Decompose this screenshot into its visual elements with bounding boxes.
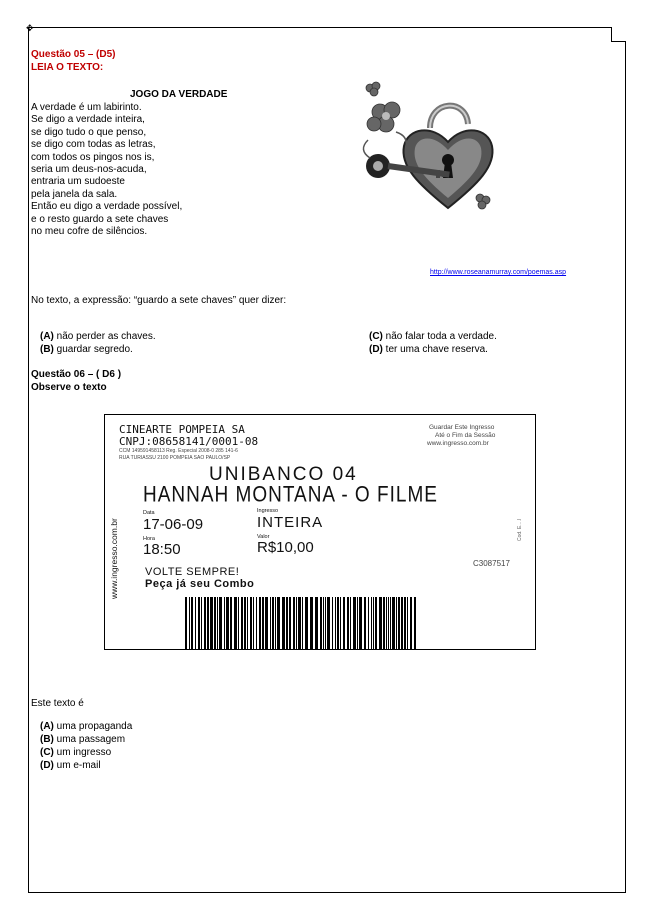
option-letter: (A) — [40, 721, 54, 732]
cinema-ticket — [104, 414, 536, 650]
ticket-time: 18:50 — [143, 541, 181, 558]
barcode-bar — [398, 597, 400, 649]
barcode-bar — [323, 597, 324, 649]
barcode-bar — [325, 597, 326, 649]
q6-instruction: Observe o texto — [31, 382, 107, 393]
q5-option-d[interactable] — [369, 344, 488, 356]
barcode-bar — [410, 597, 412, 649]
barcode-bar — [195, 597, 196, 649]
barcode-bar — [275, 597, 276, 649]
barcode-bar — [277, 597, 280, 649]
barcode-bar — [256, 597, 257, 649]
barcode-bar — [298, 597, 301, 649]
source-link[interactable]: http://www.roseanamurray.com/poemas.asp — [430, 269, 567, 276]
poem-line: e o resto guardo a sete chaves — [31, 213, 169, 225]
barcode-bar — [350, 597, 351, 649]
poem-line: se digo com todas as letras, — [31, 139, 156, 151]
ticket-value-label: Valor — [257, 534, 270, 540]
poem-line: seria um deus-nos-acuda, — [31, 164, 147, 176]
barcode-bar — [224, 597, 225, 649]
poem-line: Se digo a verdade inteira, — [31, 114, 145, 126]
barcode-bar — [244, 597, 246, 649]
ticket-company: CINEARTE POMPEIA SA — [119, 423, 245, 436]
poem-line: com todos os pingos nos is, — [31, 151, 155, 163]
option-letter: (D) — [40, 760, 54, 771]
barcode-bar — [282, 597, 285, 649]
ticket-combo: Peça já seu Combo — [145, 578, 255, 590]
barcode-bar — [404, 597, 406, 649]
barcode-bar — [364, 597, 366, 649]
barcode-bar — [238, 597, 239, 649]
barcode-bar — [392, 597, 395, 649]
barcode-bar — [253, 597, 254, 649]
barcode-bar — [241, 597, 243, 649]
q5-option-b[interactable] — [40, 344, 133, 356]
ticket-code: C3087517 — [473, 559, 510, 568]
poem-line: se digo tudo o que penso, — [31, 126, 147, 138]
page-corner-fold — [611, 27, 626, 42]
ticket-date-label: Data — [143, 510, 155, 516]
q6-question: Este texto é — [31, 698, 84, 709]
barcode-bar — [302, 597, 303, 649]
barcode-bar — [185, 597, 187, 649]
ticket-movie: HANNAH MONTANA - O FILME — [143, 483, 438, 508]
q6-option-b[interactable] — [40, 734, 125, 746]
barcode-bar — [265, 597, 268, 649]
q5-option-a[interactable] — [40, 331, 156, 343]
heart-padlock-illustration — [348, 80, 508, 220]
barcode-bar — [386, 597, 387, 649]
barcode-bar — [353, 597, 356, 649]
ticket-notice-1: Guardar Este Ingresso — [429, 424, 495, 431]
barcode-bar — [320, 597, 322, 649]
barcode-bar — [230, 597, 232, 649]
barcode-bar — [207, 597, 209, 649]
ticket-notice-3: www.ingresso.com.br — [427, 440, 489, 447]
q5-option-c[interactable] — [369, 331, 497, 343]
barcode-bar — [270, 597, 271, 649]
option-letter: (B) — [40, 734, 54, 745]
barcode-bar — [204, 597, 206, 649]
ticket-value: R$10,00 — [257, 539, 314, 556]
barcode-bar — [296, 597, 297, 649]
q6-header: Questão 06 – ( D6 ) — [31, 369, 122, 380]
ticket-type: INTEIRA — [257, 514, 324, 531]
barcode-bar — [357, 597, 358, 649]
q5-question: No texto, a expressão: “guardo a sete chaves” quer dizer: — [31, 295, 287, 306]
barcode-bar — [272, 597, 274, 649]
barcode-bar — [247, 597, 248, 649]
barcode-bar — [375, 597, 377, 649]
option-letter: (A) — [40, 331, 54, 342]
barcode-bar — [340, 597, 341, 649]
option-text: ter uma chave reserva. — [382, 344, 488, 355]
ticket-side-code: Cod. E....l — [517, 519, 523, 541]
q6-option-c[interactable] — [40, 747, 111, 759]
option-letter: (C) — [40, 747, 54, 758]
ticket-slogan: VOLTE SEMPRE! — [145, 566, 240, 578]
q6-option-a[interactable] — [40, 721, 132, 733]
barcode-bar — [332, 597, 333, 649]
q5-header: Questão 05 – (D5) — [31, 49, 116, 60]
poem-title: JOGO DA VERDADE — [130, 89, 228, 100]
barcode-bar — [250, 597, 252, 649]
barcode-bar — [368, 597, 369, 649]
ticket-date: 17-06-09 — [143, 516, 204, 533]
barcode-bar — [226, 597, 229, 649]
ticket-address: RUA TURIASSU 2100 POMPEIA SAO PAULO/SP — [119, 455, 231, 461]
barcode-bar — [414, 597, 416, 649]
ticket-side-url: www.ingresso.com.br — [109, 518, 119, 599]
barcode-bar — [390, 597, 391, 649]
barcode-bar — [337, 597, 339, 649]
option-text: não falar toda a verdade. — [382, 331, 497, 342]
barcode-bar — [396, 597, 397, 649]
option-letter: (B) — [40, 344, 54, 355]
option-text: um ingresso — [53, 747, 112, 758]
barcode-bar — [335, 597, 336, 649]
poem — [31, 102, 182, 238]
barcode-bar — [191, 597, 193, 649]
q5-instruction: LEIA O TEXTO: — [31, 62, 104, 73]
ticket-ccm: CCM 149591458113 Reg. Especial 2008-0 285 141-6 — [119, 448, 238, 454]
ticket-cnpj: CNPJ:08658141/0001-08 — [119, 435, 259, 448]
barcode-bar — [371, 597, 372, 649]
option-text: um e-mail — [53, 760, 101, 771]
ticket-barcode — [185, 597, 417, 649]
barcode-bar — [373, 597, 374, 649]
barcode-bar — [310, 597, 313, 649]
barcode-bar — [383, 597, 385, 649]
barcode-bar — [234, 597, 237, 649]
ticket-notice-2: Até o Fim da Sessão — [435, 432, 496, 439]
option-text: uma propaganda — [53, 721, 133, 732]
barcode-bar — [217, 597, 218, 649]
barcode-bar — [359, 597, 362, 649]
ticket-cinema: UNIBANCO 04 — [209, 464, 358, 485]
page-corner-mark: ✥ — [26, 23, 34, 33]
barcode-bar — [379, 597, 382, 649]
barcode-bar — [327, 597, 330, 649]
poem-line: pela janela da sala. — [31, 188, 118, 200]
barcode-bar — [401, 597, 403, 649]
barcode-bar — [198, 597, 200, 649]
option-text: guardar segredo. — [53, 344, 133, 355]
barcode-bar — [347, 597, 349, 649]
option-letter: (C) — [369, 331, 383, 342]
barcode-bar — [286, 597, 288, 649]
barcode-bar — [388, 597, 389, 649]
barcode-bar — [219, 597, 222, 649]
ticket-type-label: Ingresso — [257, 508, 279, 514]
option-letter: (D) — [369, 344, 383, 355]
barcode-bar — [305, 597, 308, 649]
poem-line: Então eu digo a verdade possível, — [31, 201, 183, 213]
q6-option-d[interactable] — [40, 760, 101, 772]
barcode-bar — [407, 597, 408, 649]
source-link-wrapper — [430, 266, 566, 279]
barcode-bar — [201, 597, 202, 649]
barcode-bar — [210, 597, 213, 649]
poem-line: A verdade é um labirinto. — [31, 102, 142, 113]
option-text: não perder as chaves. — [53, 331, 156, 342]
barcode-bar — [189, 597, 190, 649]
option-text: uma passagem — [53, 734, 126, 745]
barcode-bar — [262, 597, 264, 649]
barcode-bar — [315, 597, 318, 649]
ticket-time-label: Hora — [143, 536, 155, 542]
barcode-bar — [343, 597, 345, 649]
poem-line: entraria um sudoeste — [31, 176, 125, 188]
barcode-bar — [289, 597, 291, 649]
barcode-bar — [214, 597, 216, 649]
poem-line: no meu cofre de silêncios. — [31, 226, 148, 238]
barcode-bar — [293, 597, 295, 649]
barcode-bar — [259, 597, 261, 649]
